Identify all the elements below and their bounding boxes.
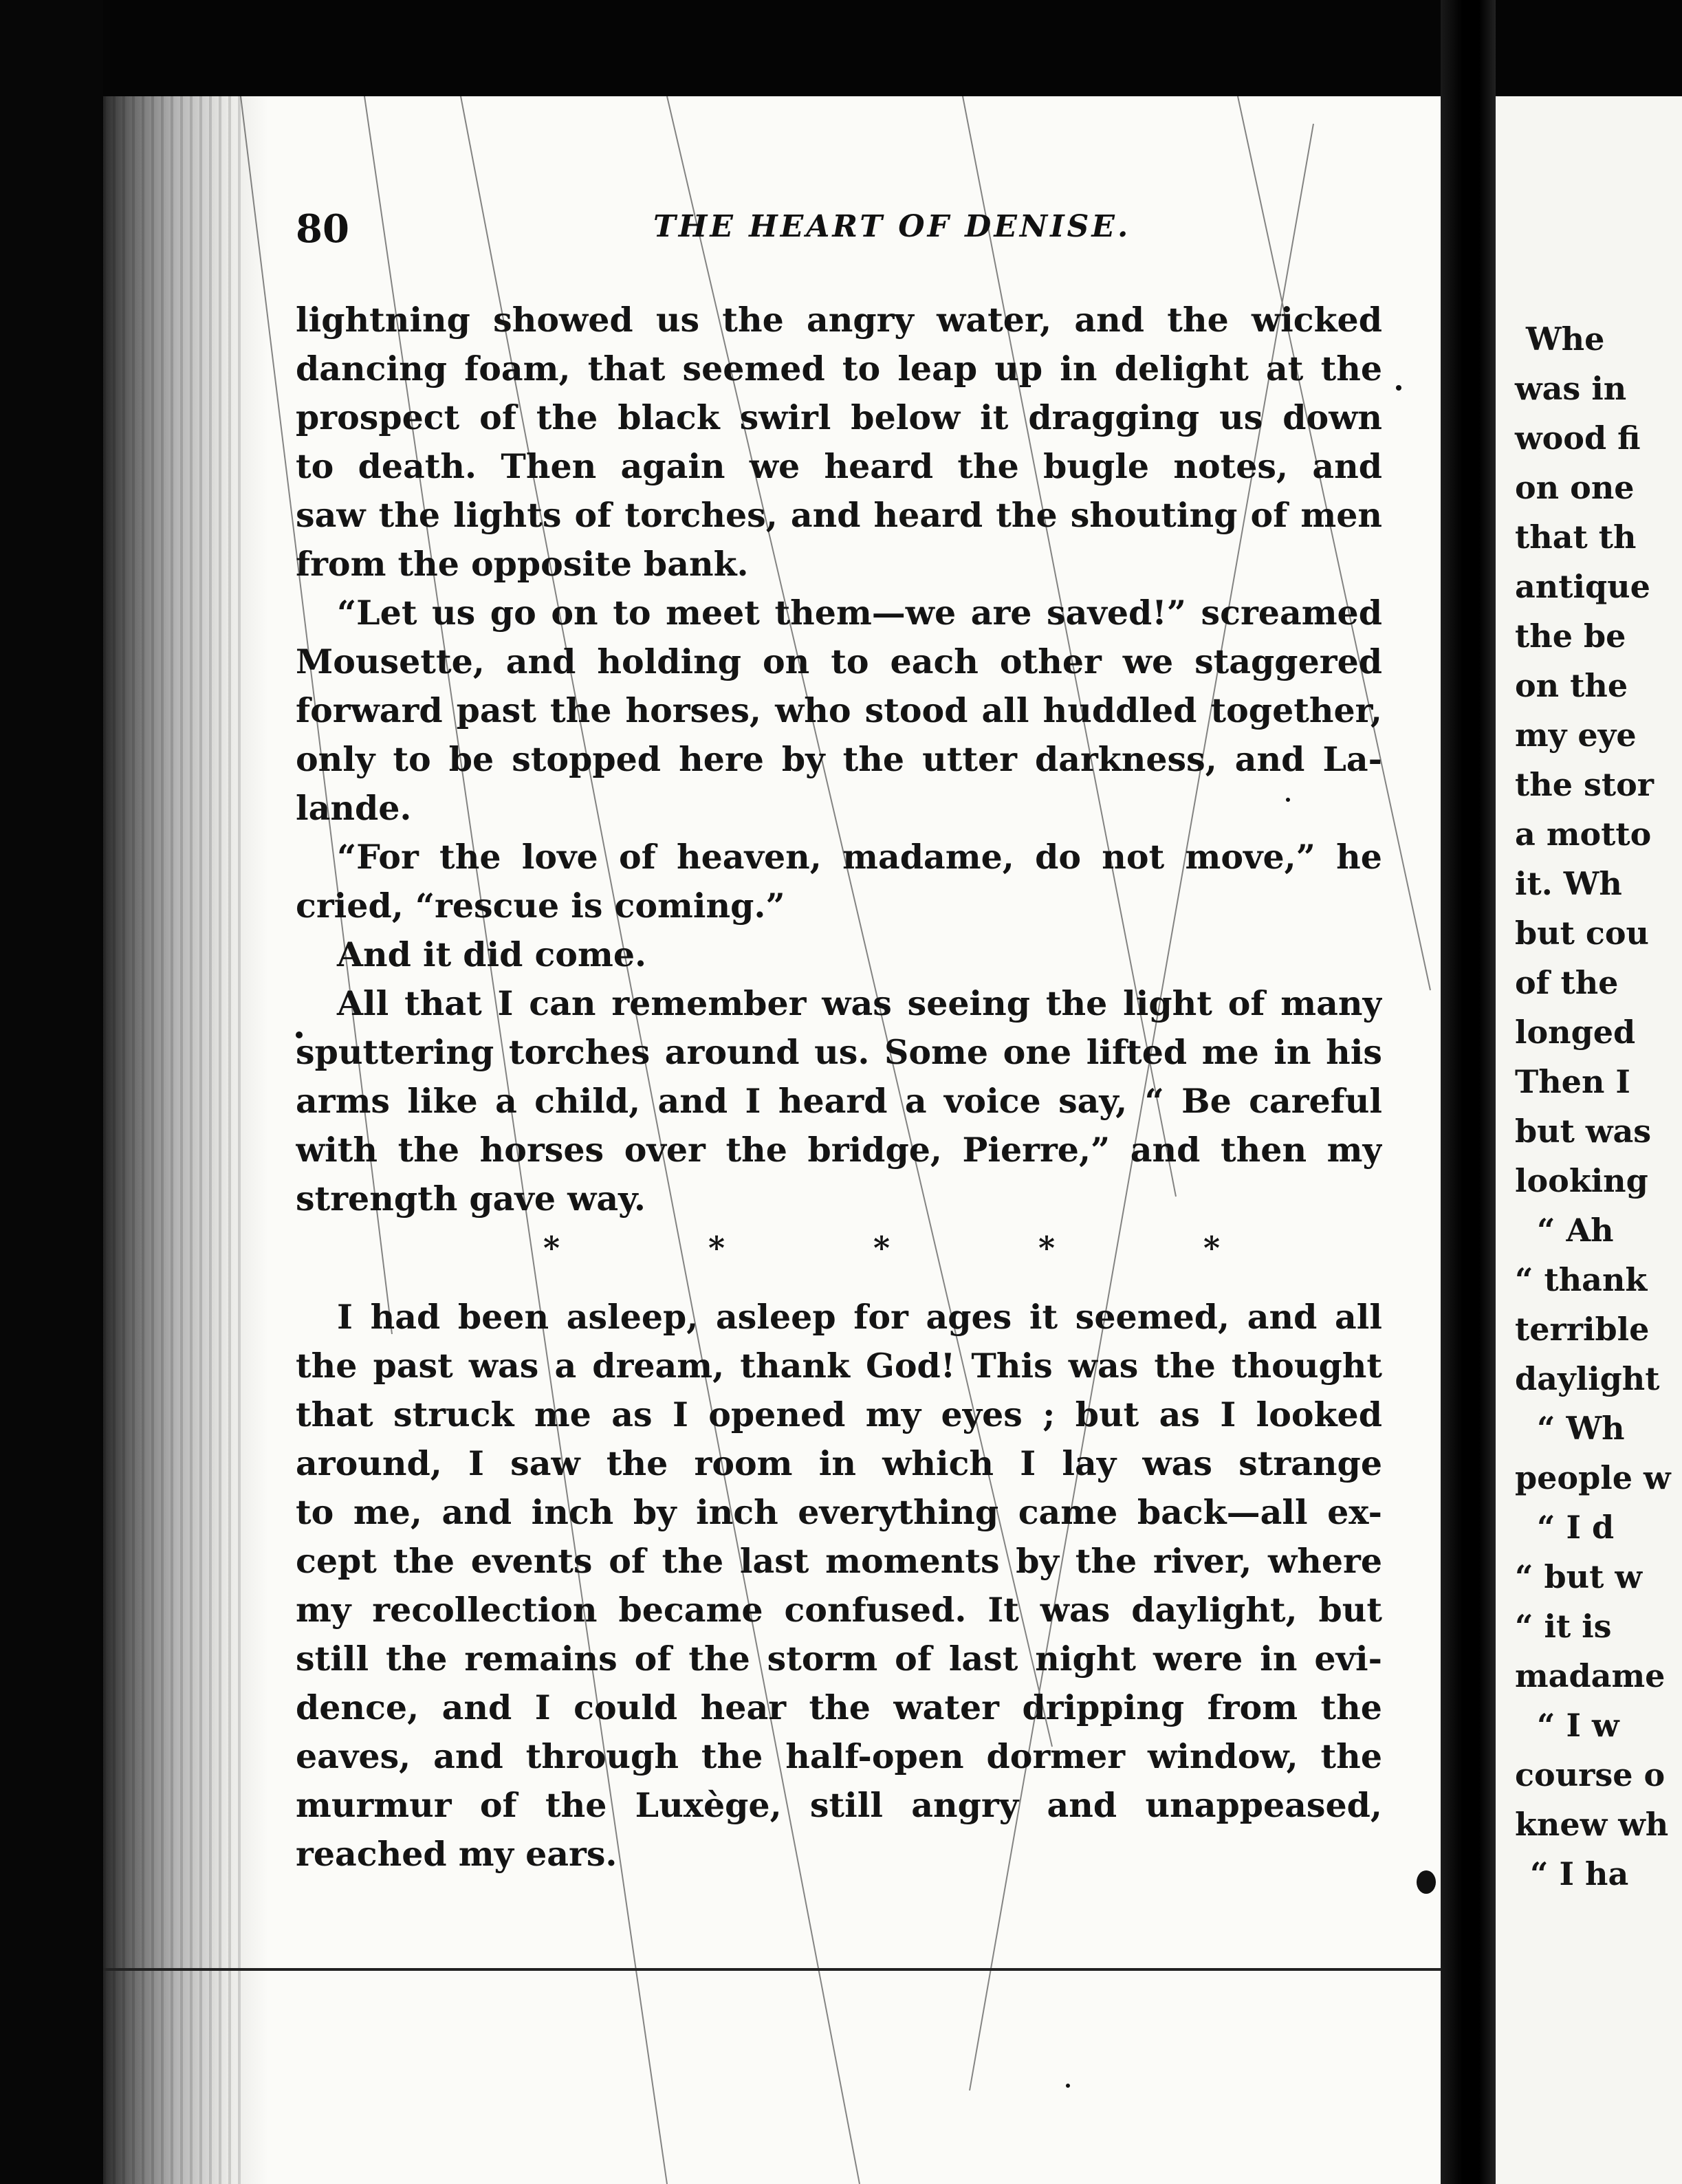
facing-text-line: daylight: [1515, 1360, 1660, 1397]
page-number: 80: [296, 206, 349, 252]
facing-text-line: “ Ah: [1537, 1212, 1614, 1249]
text-line: lande.: [296, 788, 412, 828]
text-line: strength gave way.: [296, 1179, 646, 1219]
section-break-star: *: [1038, 1230, 1056, 1267]
facing-text-line: antique: [1515, 568, 1650, 605]
text-line: Mousette, and holding on to each other we staggered: [296, 642, 1382, 681]
text-line: sputtering torches around us. Some one lifted me in his: [296, 1032, 1382, 1072]
facing-text-line: “ I ha: [1530, 1855, 1629, 1892]
facing-text-line: terrible: [1515, 1311, 1650, 1348]
text-line: cried, “rescue is coming.”: [296, 886, 785, 926]
facing-text-line: my eye: [1515, 717, 1637, 754]
text-line: with the horses over the bridge, Pierre,” and then my: [296, 1130, 1382, 1170]
facing-text-line: “ but w: [1515, 1558, 1642, 1595]
text-line: murmur of the Luxège, still angry and unappeased,: [296, 1785, 1382, 1825]
facing-text-line: Whe: [1526, 320, 1605, 358]
text-line: from the opposite bank.: [296, 544, 749, 584]
text-line: that struck me as I opened my eyes ; but as I looked: [296, 1395, 1382, 1434]
facing-text-line: “ I w: [1537, 1707, 1619, 1744]
body-text: [296, 296, 1382, 1879]
section-break-star: *: [1203, 1230, 1221, 1267]
facing-text-line: “ I d: [1537, 1509, 1615, 1546]
facing-text-line: was in: [1515, 370, 1627, 407]
scan-top-border: [0, 0, 1682, 103]
running-header: [296, 206, 1382, 261]
paragraph-spacer: [296, 1272, 1382, 1293]
text-line: still the remains of the storm of last night were in evi-: [296, 1639, 1382, 1679]
text-line: reached my ears.: [296, 1834, 618, 1874]
text-line: “For the love of heaven, madame, do not move,” he: [337, 837, 1382, 877]
text-line: to death. Then again we heard the bugle notes, and: [296, 446, 1382, 486]
facing-text-line: knew wh: [1515, 1806, 1669, 1843]
facing-text-line: “ thank: [1515, 1261, 1648, 1298]
book-spine: [1441, 0, 1496, 2184]
ink-blot: [1417, 1870, 1436, 1894]
text-line: dence, and I could hear the water dripping from the: [296, 1688, 1382, 1727]
bottom-rule: [103, 1968, 1547, 1971]
text-line: arms like a child, and I heard a voice say, “ Be careful: [296, 1081, 1382, 1121]
facing-text-line: course o: [1515, 1756, 1665, 1793]
running-title: THE HEART OF DENISE.: [653, 209, 1131, 244]
facing-text-line: longed: [1515, 1014, 1636, 1051]
facing-text-line: but was: [1515, 1113, 1652, 1150]
section-break-star: *: [873, 1230, 891, 1267]
text-line: dancing foam, that seemed to leap up in delight at the: [296, 349, 1382, 389]
facing-text-line: people w: [1515, 1459, 1671, 1496]
facing-text-line: wood fi: [1515, 419, 1641, 457]
facing-text-line: on one: [1515, 469, 1635, 506]
facing-text-line: a motto: [1515, 816, 1652, 853]
ink-speck: [1066, 2084, 1070, 2088]
section-break-star: *: [708, 1230, 725, 1267]
text-line: I had been asleep, asleep for ages it seemed, and all: [337, 1297, 1382, 1337]
section-break-star: *: [543, 1230, 560, 1267]
facing-text-line: “ Wh: [1537, 1410, 1625, 1447]
text-line: prospect of the black swirl below it dragging us down: [296, 397, 1382, 437]
facing-text-line: Then I: [1515, 1063, 1630, 1100]
facing-text-line: but cou: [1515, 915, 1650, 952]
facing-text-line: it. Wh: [1515, 865, 1622, 902]
text-line: And it did come.: [337, 935, 647, 974]
facing-text-line: “ it is: [1515, 1608, 1612, 1645]
text-line: only to be stopped here by the utter darkness, and La-: [296, 739, 1382, 779]
text-line: eaves, and through the half-open dormer window, the: [296, 1736, 1382, 1776]
text-line: saw the lights of torches, and heard the shouting of men: [296, 495, 1382, 535]
text-line: “Let us go on to meet them—we are saved!” screamed: [337, 593, 1382, 633]
text-line: to me, and inch by inch everything came back—all ex-: [296, 1492, 1382, 1532]
scan-left-border: [0, 0, 103, 2184]
text-line: forward past the horses, who stood all huddled together,: [296, 690, 1382, 730]
text-line: All that I can remember was seeing the light of many: [337, 983, 1382, 1023]
text-line: the past was a dream, thank God! This was the thought: [296, 1346, 1382, 1386]
facing-text-line: madame: [1515, 1657, 1665, 1694]
text-line: around, I saw the room in which I lay was strange: [296, 1443, 1382, 1483]
ink-speck: [1396, 385, 1401, 391]
facing-text-line: that th: [1515, 518, 1637, 556]
facing-text-line: of the: [1515, 964, 1619, 1001]
facing-text-line: looking: [1515, 1162, 1648, 1199]
text-line: my recollection became confused. It was daylight, but: [296, 1590, 1382, 1630]
text-line: cept the events of the last moments by the river, where: [296, 1541, 1382, 1581]
facing-text-line: on the: [1515, 667, 1628, 704]
section-break: [296, 1223, 1382, 1272]
text-line: lightning showed us the angry water, and the wicked: [296, 300, 1382, 340]
facing-text-line: the be: [1515, 618, 1626, 655]
facing-page: [1496, 96, 1682, 2184]
facing-text-line: the stor: [1515, 766, 1654, 803]
